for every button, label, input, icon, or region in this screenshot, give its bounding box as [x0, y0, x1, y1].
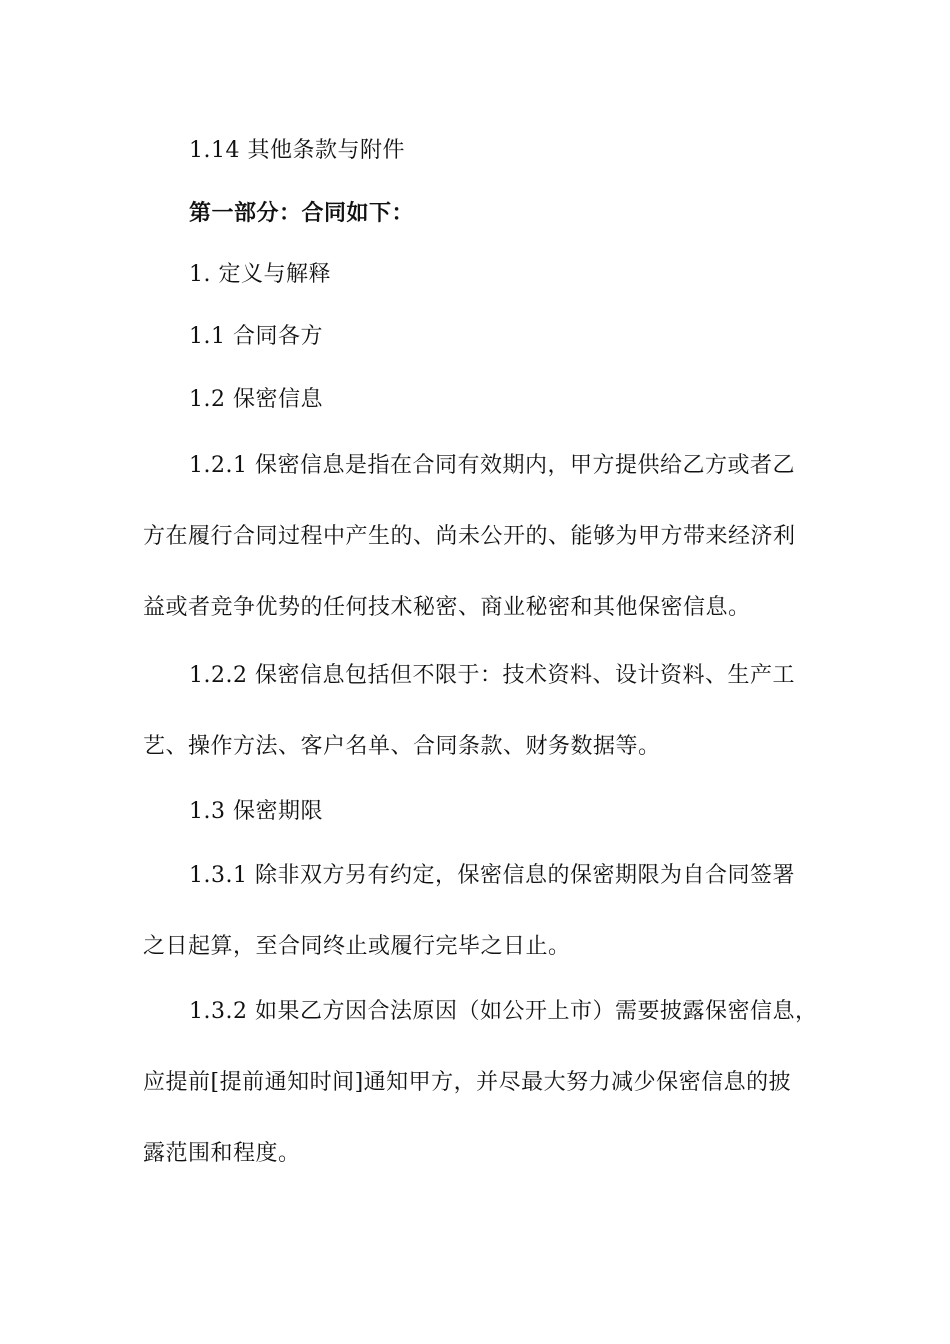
part-one-heading: 第一部分：合同如下：: [189, 200, 415, 226]
clause-1-3-2-line-1: 1.3.2 如果乙方因合法原因（如公开上市）需要披露保密信息，: [189, 999, 818, 1024]
clause-1-2-1-line-1: 1.2.1 保密信息是指在合同有效期内，甲方提供给乙方或者乙: [189, 453, 795, 478]
clause-1-2-2-line-2: 艺、操作方法、客户名单、合同条款、财务数据等。: [143, 734, 661, 759]
clause-1-3-1-line-2: 之日起算，至合同终止或履行完毕之日止。: [143, 934, 571, 959]
clause-1-1-heading: 1.1 合同各方: [189, 324, 323, 349]
clause-1-2-heading: 1.2 保密信息: [189, 387, 323, 412]
clause-1-3-1-line-1: 1.3.1 除非双方另有约定，保密信息的保密期限为自合同签署: [189, 863, 795, 888]
clause-1-2-1-line-3: 益或者竞争优势的任何技术秘密、商业秘密和其他保密信息。: [143, 595, 751, 620]
clause-1-3-heading: 1.3 保密期限: [189, 799, 323, 824]
clause-1-3-2-line-2: 应提前[提前通知时间]通知甲方，并尽最大努力减少保密信息的披: [143, 1070, 792, 1095]
clause-1-3-2-line-3: 露范围和程度。: [143, 1141, 301, 1166]
clause-1-2-2-line-1: 1.2.2 保密信息包括但不限于：技术资料、设计资料、生产工: [189, 663, 795, 688]
clause-1-2-1-line-2: 方在履行合同过程中产生的、尚未公开的、能够为甲方带来经济利: [143, 524, 796, 549]
clause-1-14-heading: 1.14 其他条款与附件: [189, 138, 405, 163]
section-1-heading: 1. 定义与解释: [189, 262, 331, 287]
